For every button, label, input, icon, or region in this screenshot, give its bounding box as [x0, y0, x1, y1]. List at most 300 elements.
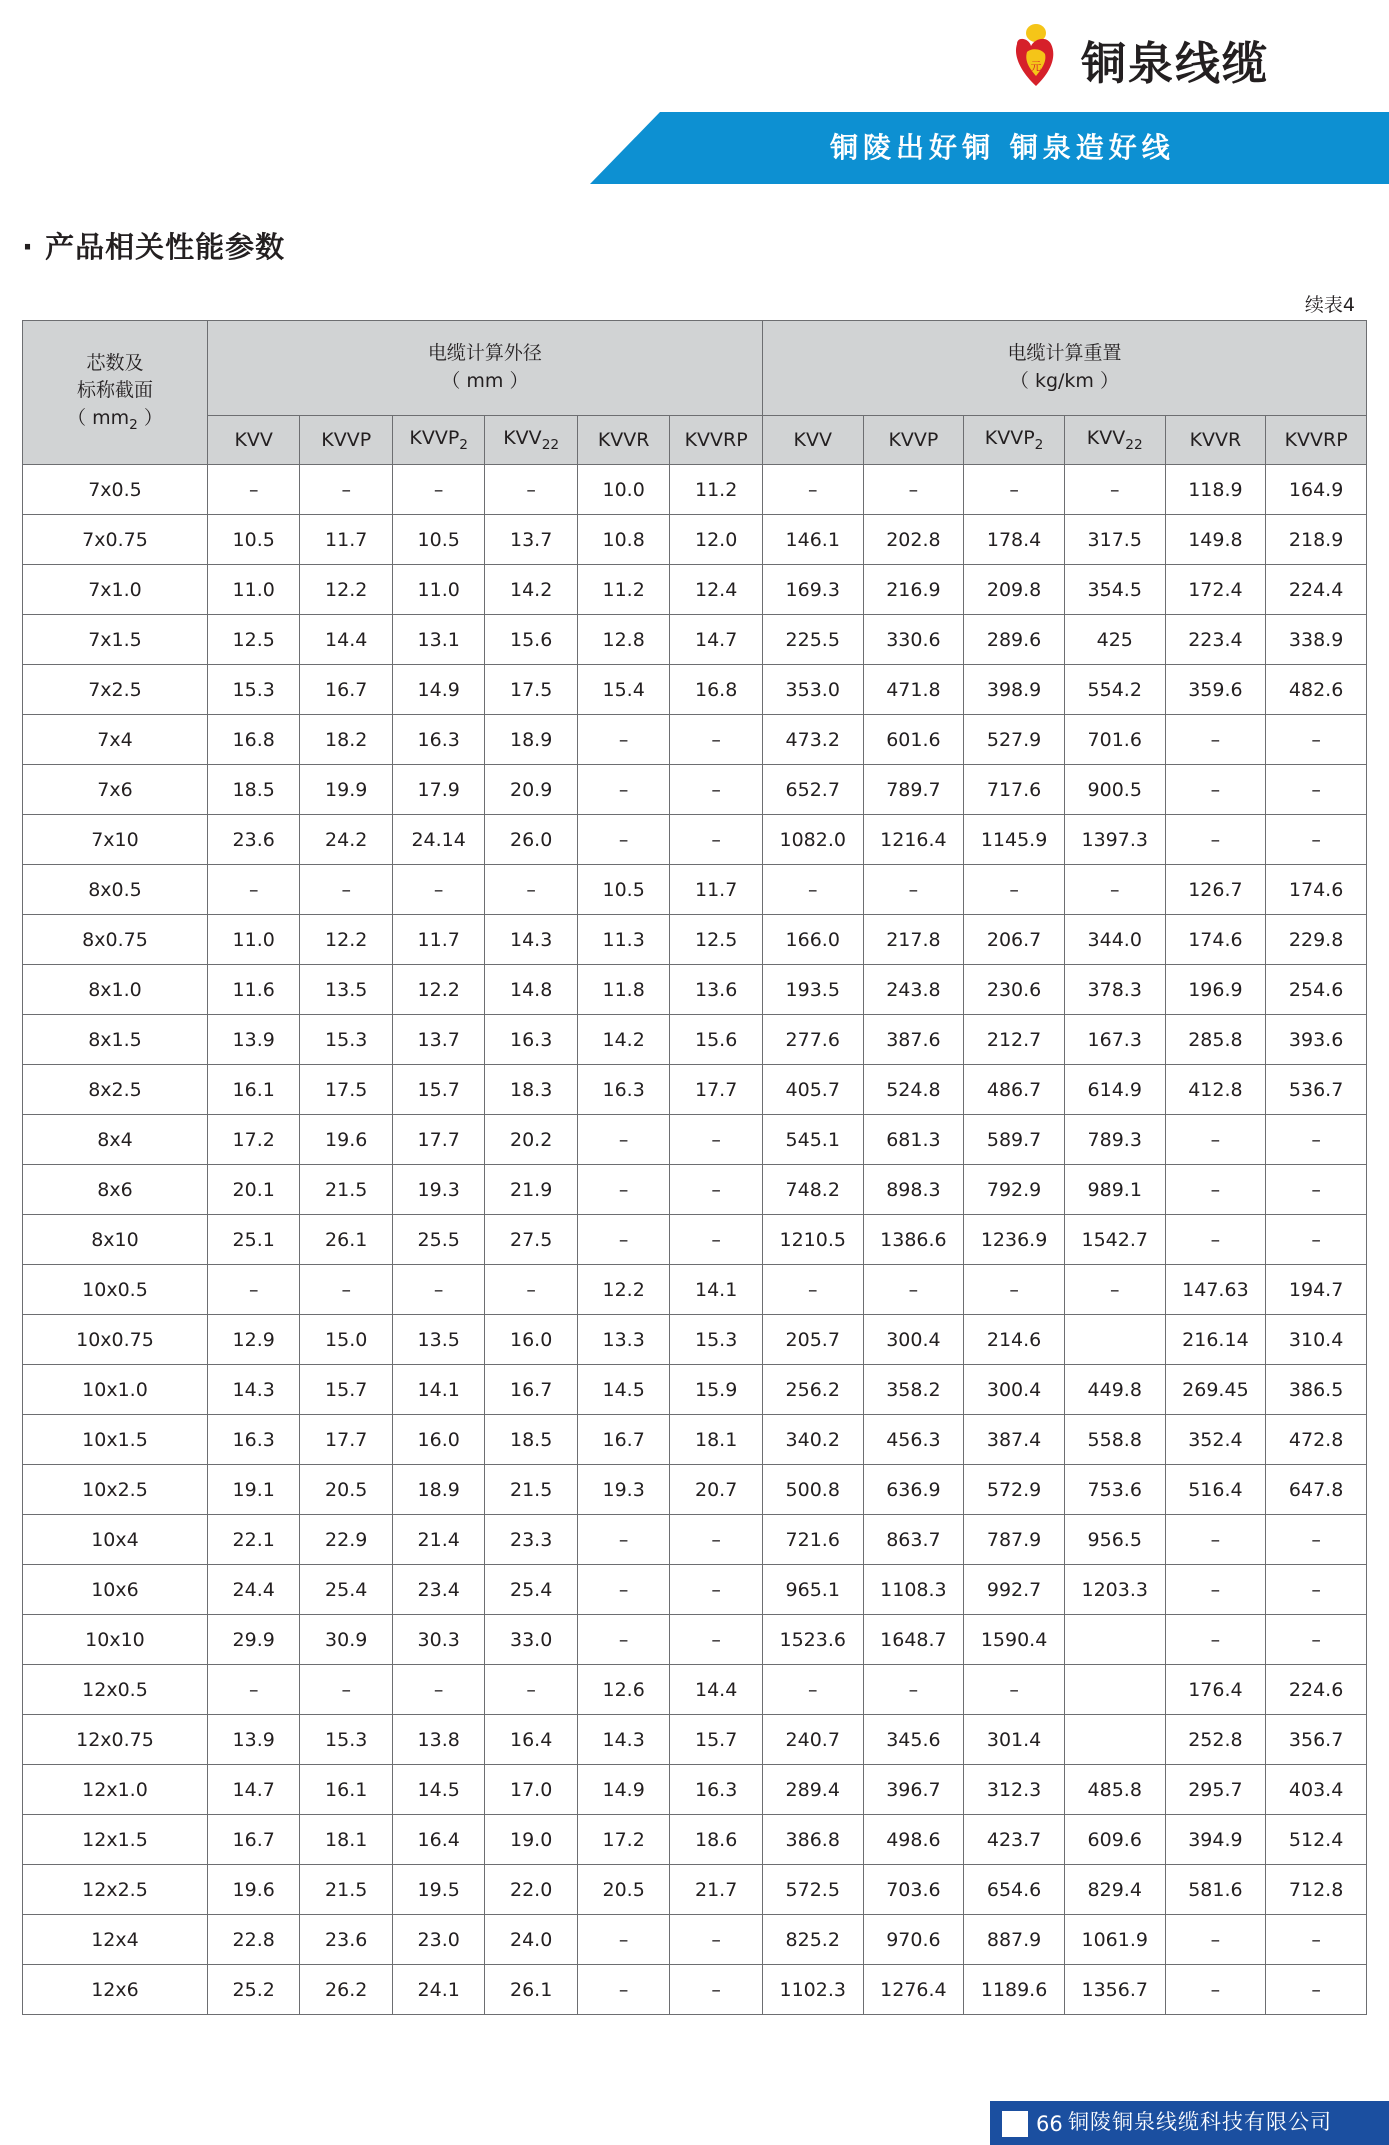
cell-value: 17.0 [485, 1765, 577, 1815]
cell-value: 295.7 [1165, 1765, 1266, 1815]
cell-spec: 10x0.75 [23, 1315, 208, 1365]
header-subtype-base: KVVR [597, 429, 650, 451]
cell-spec: 10x0.5 [23, 1265, 208, 1315]
cell-value: 956.5 [1064, 1515, 1165, 1565]
cell-spec: 10x10 [23, 1615, 208, 1665]
cell-value: 178.4 [964, 515, 1065, 565]
cell-value: 863.7 [863, 1515, 964, 1565]
footer-square-decoration [1002, 2111, 1028, 2137]
cell-value: – [485, 465, 577, 515]
cell-value: 19.1 [207, 1465, 299, 1515]
header-subtype-base: KVVRP [1284, 429, 1348, 451]
cell-value: 18.9 [485, 715, 577, 765]
cell-value: 269.45 [1165, 1365, 1266, 1415]
cell-value: 25.4 [300, 1565, 392, 1615]
cell-value: 14.9 [392, 665, 484, 715]
cell-value: 300.4 [964, 1365, 1065, 1415]
cell-value: 13.7 [485, 515, 577, 565]
cell-value: – [577, 1615, 669, 1665]
table-row [23, 1015, 1367, 1065]
cell-value: 174.6 [1266, 865, 1367, 915]
cell-value: 18.9 [392, 1465, 484, 1515]
cell-value: 11.2 [577, 565, 669, 615]
table-row [23, 1265, 1367, 1315]
cell-value: 1523.6 [762, 1615, 863, 1665]
cell-value: 20.7 [670, 1465, 763, 1515]
cell-value: 1203.3 [1064, 1565, 1165, 1615]
cell-value: 18.1 [670, 1415, 763, 1465]
table-row [23, 1865, 1367, 1915]
cell-value: 472.8 [1266, 1415, 1367, 1465]
cell-spec: 7x0.75 [23, 515, 208, 565]
cell-value: 19.5 [392, 1865, 484, 1915]
cell-value: 16.7 [207, 1815, 299, 1865]
cell-value: 209.8 [964, 565, 1065, 615]
cell-value: 14.9 [577, 1765, 669, 1815]
header-core-line3: （ mm [67, 406, 130, 429]
cell-value: 17.7 [392, 1115, 484, 1165]
cell-value: 11.7 [392, 915, 484, 965]
cell-value: – [1165, 1615, 1266, 1665]
cell-value: – [392, 465, 484, 515]
cell-spec: 12x0.75 [23, 1715, 208, 1765]
cell-value: 16.0 [485, 1315, 577, 1365]
cell-value: 13.3 [577, 1315, 669, 1365]
cell-value: 14.3 [577, 1715, 669, 1765]
cell-value: 26.2 [300, 1965, 392, 2015]
cell-value: 216.9 [863, 565, 964, 615]
cell-value: 24.2 [300, 815, 392, 865]
cell-value: – [670, 1515, 763, 1565]
table-row [23, 1215, 1367, 1265]
cell-value [1064, 1315, 1165, 1365]
cell-value: 486.7 [964, 1065, 1065, 1115]
cell-value: 223.4 [1165, 615, 1266, 665]
cell-value: 712.8 [1266, 1865, 1367, 1915]
cell-spec: 10x4 [23, 1515, 208, 1565]
table-header-row-groups [23, 321, 1367, 416]
cell-value: 16.7 [300, 665, 392, 715]
table-row [23, 465, 1367, 515]
cell-spec: 8x0.75 [23, 915, 208, 965]
cell-value: 24.0 [485, 1915, 577, 1965]
table-row [23, 1665, 1367, 1715]
group2-line2: （ kg/km ） [1009, 370, 1119, 392]
cell-value: – [1165, 1565, 1266, 1615]
cell-value: 19.3 [577, 1465, 669, 1515]
table-head [23, 321, 1367, 465]
cell-value: – [670, 815, 763, 865]
cell-value: 344.0 [1064, 915, 1165, 965]
cell-value: 196.9 [1165, 965, 1266, 1015]
cell-value: 900.5 [1064, 765, 1165, 815]
cell-value: 16.7 [485, 1365, 577, 1415]
cell-value: 21.5 [485, 1465, 577, 1515]
cell-value: 212.7 [964, 1015, 1065, 1065]
table-row [23, 1815, 1367, 1865]
cell-value: – [577, 765, 669, 815]
cell-value: 11.0 [207, 565, 299, 615]
cell-value: 225.5 [762, 615, 863, 665]
cell-value: 19.0 [485, 1815, 577, 1865]
cell-spec: 8x10 [23, 1215, 208, 1265]
cell-value: 1276.4 [863, 1965, 964, 2015]
cell-spec: 8x0.5 [23, 865, 208, 915]
cell-value: 11.7 [670, 865, 763, 915]
header-subtype-3 [392, 416, 484, 465]
cell-value: – [762, 465, 863, 515]
cell-value: 14.5 [392, 1765, 484, 1815]
cell-value: 289.4 [762, 1765, 863, 1815]
cell-value: 11.2 [670, 465, 763, 515]
cell-value: 23.6 [207, 815, 299, 865]
brand-lockup [1005, 22, 1269, 96]
cell-spec: 8x1.0 [23, 965, 208, 1015]
cell-value: – [1266, 1115, 1367, 1165]
header-subtype-base: KVVP [409, 427, 460, 450]
cell-value: 206.7 [964, 915, 1065, 965]
cell-spec: 7x0.5 [23, 465, 208, 515]
cell-value: 317.5 [1064, 515, 1165, 565]
cell-value: 149.8 [1165, 515, 1266, 565]
cell-value: – [207, 1265, 299, 1315]
cell-value: – [1266, 765, 1367, 815]
cell-value: – [1064, 865, 1165, 915]
cell-value: 394.9 [1165, 1815, 1266, 1865]
cell-value: 1061.9 [1064, 1915, 1165, 1965]
cell-spec: 7x6 [23, 765, 208, 815]
cell-value: 23.6 [300, 1915, 392, 1965]
cell-value: 1082.0 [762, 815, 863, 865]
page-number: 66 [1036, 2112, 1063, 2136]
cell-value: 22.8 [207, 1915, 299, 1965]
cell-value: 240.7 [762, 1715, 863, 1765]
header-core-line5: ） [137, 406, 163, 429]
table-row [23, 615, 1367, 665]
cell-spec: 8x4 [23, 1115, 208, 1165]
cell-value: – [485, 865, 577, 915]
cell-value: 17.7 [300, 1415, 392, 1465]
cell-value: 425 [1064, 615, 1165, 665]
cell-value: 12.2 [577, 1265, 669, 1315]
header-subtype-base: KVVP [888, 429, 939, 451]
table-row [23, 1965, 1367, 2015]
cell-value: 717.6 [964, 765, 1065, 815]
cell-value: 166.0 [762, 915, 863, 965]
table-header-row-subtypes [23, 416, 1367, 465]
cell-value: 11.0 [207, 915, 299, 965]
cell-value: 14.4 [300, 615, 392, 665]
cell-value: 12.5 [670, 915, 763, 965]
cell-value: 340.2 [762, 1415, 863, 1465]
cell-value: 527.9 [964, 715, 1065, 765]
cell-value: 14.4 [670, 1665, 763, 1715]
cell-value: 989.1 [1064, 1165, 1165, 1215]
cell-value: 353.0 [762, 665, 863, 715]
cell-value: 13.9 [207, 1015, 299, 1065]
cell-value: – [300, 1665, 392, 1715]
cell-value: 792.9 [964, 1165, 1065, 1215]
cell-value: 12.4 [670, 565, 763, 615]
cell-value: – [577, 715, 669, 765]
cell-value: 1145.9 [964, 815, 1065, 865]
cell-spec: 7x1.0 [23, 565, 208, 615]
cell-value: 378.3 [1064, 965, 1165, 1015]
cell-value: 172.4 [1165, 565, 1266, 615]
cell-value: 21.7 [670, 1865, 763, 1915]
cell-value: 387.6 [863, 1015, 964, 1065]
cell-spec: 8x2.5 [23, 1065, 208, 1115]
cell-value: 289.6 [964, 615, 1065, 665]
cell-value: 11.0 [392, 565, 484, 615]
cell-value: 15.6 [670, 1015, 763, 1065]
cell-value: 398.9 [964, 665, 1065, 715]
cell-value: 589.7 [964, 1115, 1065, 1165]
cell-value: 16.8 [670, 665, 763, 715]
company-logo-icon [1005, 22, 1067, 96]
cell-value: – [577, 1965, 669, 2015]
header-subtype-6 [670, 416, 763, 465]
cell-value: – [863, 1265, 964, 1315]
cell-value: 965.1 [762, 1565, 863, 1615]
cell-value: 482.6 [1266, 665, 1367, 715]
cell-value: – [670, 765, 763, 815]
group1-line1: 电缆计算外径 [427, 342, 542, 365]
cell-value: 218.9 [1266, 515, 1367, 565]
cell-value: 609.6 [1064, 1815, 1165, 1865]
cell-value: 887.9 [964, 1915, 1065, 1965]
cell-spec: 12x1.0 [23, 1765, 208, 1815]
cell-value: 300.4 [863, 1315, 964, 1365]
cell-value: 647.8 [1266, 1465, 1367, 1515]
cell-value: – [964, 1265, 1065, 1315]
table-row [23, 1565, 1367, 1615]
table-row [23, 865, 1367, 915]
cell-value: 16.8 [207, 715, 299, 765]
cell-value: 14.3 [485, 915, 577, 965]
cell-value: 17.2 [577, 1815, 669, 1865]
table-row [23, 765, 1367, 815]
page-title: · 产品相关性能参数 [22, 230, 286, 264]
cell-value: 12.2 [300, 565, 392, 615]
header-subtype-10 [1064, 416, 1165, 465]
cell-value: 147.63 [1165, 1265, 1266, 1315]
group2-line1: 电缆计算重置 [1007, 342, 1122, 365]
cell-spec: 7x4 [23, 715, 208, 765]
cell-value: 164.9 [1266, 465, 1367, 515]
cell-value: 256.2 [762, 1365, 863, 1415]
cell-value: 356.7 [1266, 1715, 1367, 1765]
table-row [23, 815, 1367, 865]
cell-value: 16.4 [485, 1715, 577, 1765]
cell-value: 224.6 [1266, 1665, 1367, 1715]
cell-value: – [670, 1115, 763, 1165]
cell-spec: 12x4 [23, 1915, 208, 1965]
cell-value: 23.4 [392, 1565, 484, 1615]
cell-value: 449.8 [1064, 1365, 1165, 1415]
cell-value: 216.14 [1165, 1315, 1266, 1365]
cell-value: 898.3 [863, 1165, 964, 1215]
header-subtype-12 [1266, 416, 1367, 465]
cell-value: 345.6 [863, 1715, 964, 1765]
cell-value: 16.3 [577, 1065, 669, 1115]
cell-value: 13.6 [670, 965, 763, 1015]
cell-value: – [300, 865, 392, 915]
cell-value: 992.7 [964, 1565, 1065, 1615]
table-body [23, 465, 1367, 2015]
cell-value: 19.9 [300, 765, 392, 815]
header-subtype-7 [762, 416, 863, 465]
group1-line2: （ mm ） [441, 370, 529, 392]
cell-value: 205.7 [762, 1315, 863, 1365]
cell-value: 748.2 [762, 1165, 863, 1215]
table-row [23, 1365, 1367, 1415]
cell-value: 10.5 [392, 515, 484, 565]
cell-value: 23.0 [392, 1915, 484, 1965]
cell-value: – [1165, 765, 1266, 815]
table-row [23, 665, 1367, 715]
cell-value: – [762, 1665, 863, 1715]
header-subtype-base: KVVRP [684, 429, 748, 451]
header-core-section [23, 321, 208, 465]
cell-value: 23.3 [485, 1515, 577, 1565]
cell-value: 312.3 [964, 1765, 1065, 1815]
cell-value: 12.6 [577, 1665, 669, 1715]
cell-value: 20.5 [300, 1465, 392, 1515]
cell-value: 254.6 [1266, 965, 1367, 1015]
header-core-line2: 标称截面 [76, 379, 153, 402]
table-row [23, 915, 1367, 965]
cell-value: 24.1 [392, 1965, 484, 2015]
cell-value: 15.3 [670, 1315, 763, 1365]
cell-value: – [1165, 715, 1266, 765]
cell-value: 18.6 [670, 1815, 763, 1865]
spec-table-container [22, 320, 1367, 2015]
cell-value: – [392, 1265, 484, 1315]
header-subtype-base: KVVR [1189, 429, 1242, 451]
cell-value: 17.7 [670, 1065, 763, 1115]
cell-value: 17.5 [300, 1065, 392, 1115]
brand-name: 铜泉线缆 [1080, 36, 1269, 90]
cell-value: 581.6 [1165, 1865, 1266, 1915]
cell-value [1064, 1715, 1165, 1765]
cell-value: 14.1 [670, 1265, 763, 1315]
cell-spec: 12x1.5 [23, 1815, 208, 1865]
cell-value: 701.6 [1064, 715, 1165, 765]
cell-value: 20.9 [485, 765, 577, 815]
cell-value: 13.7 [392, 1015, 484, 1065]
header-subtype-base: KVV [793, 429, 832, 451]
cell-value [1064, 1665, 1165, 1715]
cell-value: – [964, 465, 1065, 515]
cell-value: 753.6 [1064, 1465, 1165, 1515]
cell-value: 572.9 [964, 1465, 1065, 1515]
cable-spec-table [22, 320, 1367, 2015]
cell-value: 224.4 [1266, 565, 1367, 615]
cell-value: 18.5 [207, 765, 299, 815]
cell-value: 17.2 [207, 1115, 299, 1165]
cell-value: 29.9 [207, 1615, 299, 1665]
cell-value: – [863, 1665, 964, 1715]
footer-company-name: 铜陵铜泉线缆科技有限公司 [1068, 2110, 1332, 2134]
cell-value: 12.2 [392, 965, 484, 1015]
cell-value: 405.7 [762, 1065, 863, 1115]
header-subtype-2 [300, 416, 392, 465]
cell-value: 13.8 [392, 1715, 484, 1765]
cell-value: 789.3 [1064, 1115, 1165, 1165]
cell-value: 277.6 [762, 1015, 863, 1065]
cell-value: 33.0 [485, 1615, 577, 1665]
cell-value: 516.4 [1165, 1465, 1266, 1515]
cell-value: – [207, 865, 299, 915]
cell-value: 30.9 [300, 1615, 392, 1665]
cell-value: 14.7 [670, 615, 763, 665]
cell-spec: 7x2.5 [23, 665, 208, 715]
cell-value: 11.7 [300, 515, 392, 565]
cell-value: 15.7 [670, 1715, 763, 1765]
cell-value: 24.14 [392, 815, 484, 865]
cell-value: 11.3 [577, 915, 669, 965]
table-row [23, 1165, 1367, 1215]
cell-value: 20.1 [207, 1165, 299, 1215]
cell-value: 1397.3 [1064, 815, 1165, 865]
cell-value: 15.3 [300, 1015, 392, 1065]
header-subtype-base: KVVP [984, 427, 1035, 450]
header-subtype-5 [577, 416, 669, 465]
cell-value: – [577, 1915, 669, 1965]
cell-value: 21.9 [485, 1165, 577, 1215]
cell-value: 396.7 [863, 1765, 964, 1815]
cell-value: 229.8 [1266, 915, 1367, 965]
cell-value: 243.8 [863, 965, 964, 1015]
cell-value: – [863, 465, 964, 515]
cell-value: 22.9 [300, 1515, 392, 1565]
cell-value: 14.1 [392, 1365, 484, 1415]
slogan-text: 铜陵出好铜 铜泉造好线 [830, 131, 1175, 164]
cell-value: 1386.6 [863, 1215, 964, 1265]
cell-value: – [1266, 1915, 1367, 1965]
cell-value: – [1266, 1615, 1367, 1665]
cell-value: 787.9 [964, 1515, 1065, 1565]
header-subtype-subscript: 2 [1034, 436, 1044, 453]
cell-value: – [670, 715, 763, 765]
cell-value: 330.6 [863, 615, 964, 665]
cell-value: 636.9 [863, 1465, 964, 1515]
cell-value: 19.6 [300, 1115, 392, 1165]
cell-value: 13.5 [392, 1315, 484, 1365]
cell-value: – [670, 1615, 763, 1665]
cell-value: 25.5 [392, 1215, 484, 1265]
cell-value: 18.3 [485, 1065, 577, 1115]
header-subtype-base: KVV [1086, 427, 1126, 450]
cell-value: 423.7 [964, 1815, 1065, 1865]
header-group-outer-diameter [207, 321, 762, 416]
cell-value: – [392, 865, 484, 915]
cell-value: 11.6 [207, 965, 299, 1015]
cell-spec: 8x6 [23, 1165, 208, 1215]
cell-value: 10.5 [577, 865, 669, 915]
continued-table-label: 续表4 [1304, 294, 1355, 316]
cell-value: 11.8 [577, 965, 669, 1015]
header-subtype-1 [207, 416, 299, 465]
cell-value: 558.8 [1064, 1415, 1165, 1465]
header-subtype-9 [964, 416, 1065, 465]
cell-value: 230.6 [964, 965, 1065, 1015]
cell-value: 15.7 [300, 1365, 392, 1415]
cell-value: 22.1 [207, 1515, 299, 1565]
cell-value: 13.9 [207, 1715, 299, 1765]
cell-value: 10.5 [207, 515, 299, 565]
